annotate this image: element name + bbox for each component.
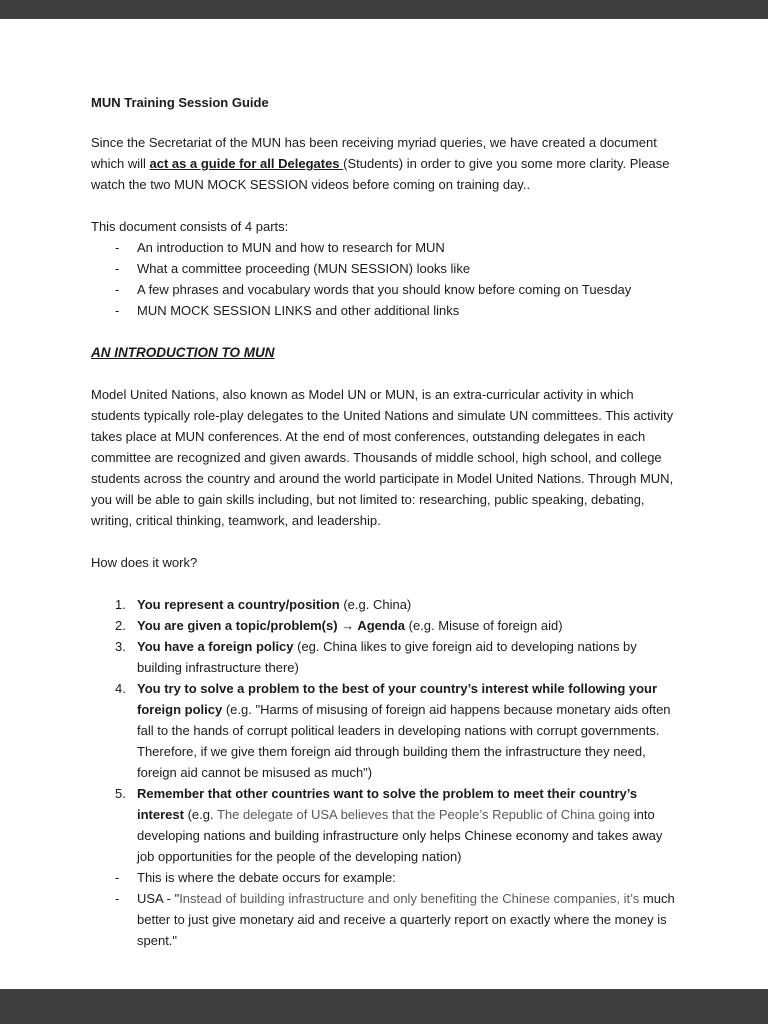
debate-example-row [91,888,677,951]
intro-text-3: (Students) in order to give you some more clarity. Please watch the two MUN MOCK SESSION videos before coming on training day.. [91,156,670,192]
step-normal-text: (e.g. China) [339,597,412,612]
list-item-text: MUN MOCK SESSION LINKS and other additional links [137,303,460,318]
intro-underlined-comma: , [482,135,487,150]
step-normal-text: (e.g. "Harms of misusing of foreign aid happens because monetary aids often fall to the hands of corrupt political leaders in developing nations with corrupt governments. Therefore, if we give them foreign aid through building them the infrastructure they need, foreign aid cannot be misused as much") [137,702,671,780]
step-text [137,678,677,783]
viewer-bottom-margin [0,989,768,1024]
step-text [137,783,677,867]
step-normal-text: (e.g. [183,807,217,822]
numbered-step [91,636,677,678]
step-number: 2. [115,618,126,633]
debate-example-text [137,888,677,951]
how-it-works-heading: How does it work? [91,555,198,570]
intro-bold-underlined-phrase: act as a guide for all Delegates [149,156,344,171]
step-number: 3. [115,639,126,654]
parts-lead: This document consists of 4 parts: [91,219,289,234]
list-item [91,300,677,321]
list-item [91,237,677,258]
parts-list [91,237,677,321]
step-bold-text: Remember that other countries want to solve the problem to meet their country’s interest [137,786,638,822]
dash-bullet: - [115,282,120,297]
step-muted-text: The delegate of USA believes that the People’s Republic of China going [216,807,631,822]
dash-bullet: - [115,870,120,885]
list-item-text: What a committee proceeding (MUN SESSION) looks like [137,261,471,276]
step-text [137,615,677,636]
step-number: 5. [115,786,126,801]
step-text [137,636,677,678]
numbered-step [91,594,677,615]
intro-paragraph [91,132,677,195]
document-page [0,19,768,989]
dash-bullet: - [115,261,120,276]
debate-example-rest: much better to just give monetary aid and receive a quarterly report on exactly where the money is spent." [137,891,675,948]
about-paragraph: Model United Nations, also known as Model UN or MUN, is an extra-curricular activity in which students typically role-play delegates to the United Nations and simulate UN committees. This activity takes place at MUN conferences. At the end of most conferences, outstanding delegates in each committee are recognized and given awards. Thousands of middle school, high school, and college students across the country and around the world participate in Model United Nations. Through MUN, you will be able to gain skills including, but not limited to: researching, public speaking, debating, writing, critical thinking, teamwork, and leadership. [91,387,674,528]
step-bold-text: You try to solve a problem to the best of your country’s interest while following your foreign policy [137,681,658,717]
document-title: MUN Training Session Guide [91,95,269,110]
step-number: 1. [115,597,126,612]
dash-bullet: - [115,303,120,318]
step-normal-text: (eg. China likes to give foreign aid to developing nations by building infrastructure there) [137,639,637,675]
debate-note-text: This is where the debate occurs for example: [137,870,396,885]
step-text [137,594,677,615]
step-bold-text: You represent a country/position [137,597,340,612]
list-item-text: An introduction to MUN and how to research for MUN [137,240,445,255]
numbered-step [91,783,677,867]
debate-example-prefix: USA - " [137,891,180,906]
numbered-steps-list [91,594,677,951]
numbered-step [91,678,677,783]
debate-note-row [91,867,677,888]
dash-bullet: - [115,891,120,906]
step-number: 4. [115,681,126,696]
step-bold-text: You are given a topic/problem(s) → Agenda [137,618,405,633]
step-normal-text: into developing nations and building infrastructure only helps Chinese economy and takes away job opportunities for the people of the developing nation) [137,807,663,864]
step-normal-text: (e.g. Misuse of foreign aid) [405,618,563,633]
section-heading: AN INTRODUCTION TO MUN [91,345,275,360]
dash-bullet: - [115,240,120,255]
numbered-step [91,615,677,636]
step-bold-text: You have a foreign policy [137,639,294,654]
list-item-text: A few phrases and vocabulary words that you should know before coming on Tuesday [137,282,632,297]
list-item [91,279,677,300]
intro-text-2: we have created a document which will [91,135,657,171]
debate-example-muted: Instead of building infrastructure and only benefiting the Chinese companies, it’s [179,891,640,906]
viewer-top-margin [0,0,768,19]
list-item [91,258,677,279]
intro-text-1: Since the Secretariat of the MUN has been receiving myriad queries [91,135,483,150]
